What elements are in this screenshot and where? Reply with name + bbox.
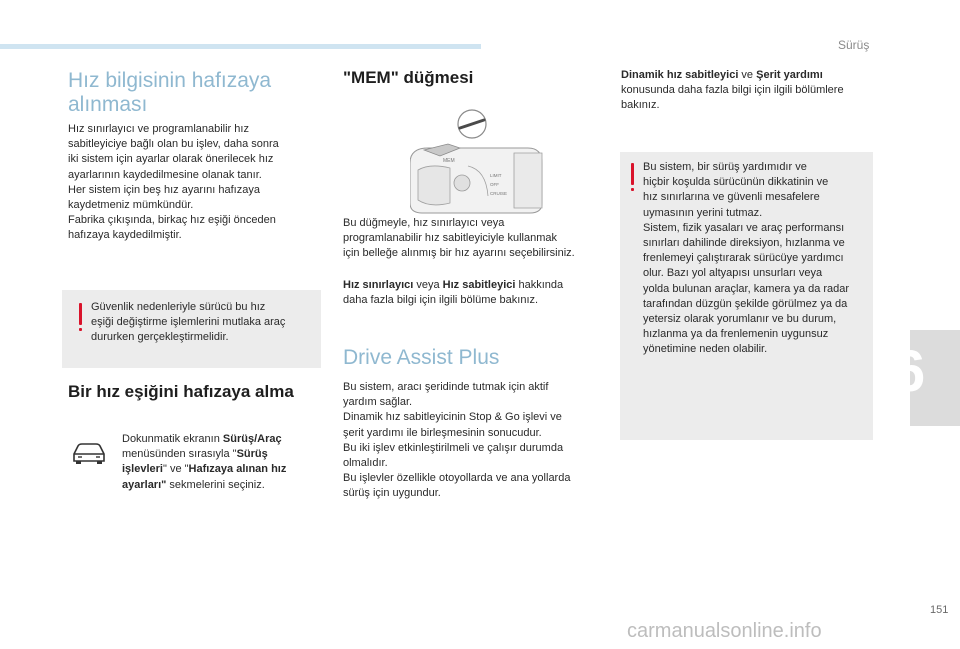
text-line: için belleğe alınmış bir hız ayarını seçebilirsiniz. [343, 247, 575, 260]
tab-name: ayarları" [122, 478, 167, 491]
assist-warning-box [620, 152, 873, 440]
text-line: yetersiz olarak yorumlanır ve bu durum, [643, 313, 837, 326]
text-line: kaydetmeniz mümkündür. [68, 199, 194, 212]
drive-assist-paragraph [343, 380, 570, 502]
text-fragment: veya [413, 279, 443, 291]
chapter-number: 6 [893, 339, 926, 404]
text-line: yardım sağlar. [343, 396, 413, 409]
ref-term: Dinamik hız sabitleyici [621, 69, 739, 81]
text-line: sabitleyiciye bağlı olan bu işlev, daha sonra [68, 138, 279, 151]
text-line: frenlemeyi çalıştırarak sürücüye yardımcı [643, 252, 844, 265]
text-fragment: " ve " [162, 463, 189, 476]
text-line: Bu işlevler özellikle otoyollarda ve ana yollarda [343, 472, 571, 485]
assist-reference [621, 68, 844, 114]
text-line: hızlanma ya da frenlemenin uygunsuz [643, 328, 829, 341]
safety-warning-box [62, 290, 321, 368]
text-line: uymasının yerini tutmaz. [643, 206, 763, 219]
mem-reference [343, 278, 563, 308]
mem-button-title: "MEM" düğmesi [343, 68, 474, 87]
text-line: sınırları dahilinde direksiyon, hızlanma ve [643, 237, 845, 250]
tab-name: Hafızaya alınan hız [188, 463, 287, 476]
text-line: sürüş için uygundur. [343, 487, 441, 500]
ref-term: Şerit yardımı [756, 69, 823, 81]
text-fragment: sekmelerini seçiniz. [166, 478, 265, 491]
tab-name: Sürüş [236, 448, 268, 461]
text-line: hız sınırlarına ve güvenli mesafelere [643, 191, 820, 204]
ref-term: Hız sınırlayıcı [343, 279, 414, 291]
warning-text [91, 300, 285, 346]
tab-name: işlevleri [122, 463, 163, 476]
label-cruise: CRUISE [490, 191, 508, 196]
menu-name: Sürüş/Araç [222, 433, 282, 445]
text-line: dururken gerçekleştirmelidir. [91, 331, 229, 344]
steering-stalk-illustration [410, 108, 550, 220]
text-line: Sistem, fizik yasaları ve araç performansı [643, 221, 845, 234]
text-line: Bu iki işlev etkinleştirilmeli ve çalışır durumda [343, 441, 564, 454]
car-icon [70, 440, 108, 471]
section-title [68, 69, 271, 117]
title-line-1: Hız bilgisinin hafızaya [68, 69, 272, 92]
text-line: hiçbir koşulda sürücünün dikkatinin ve [643, 176, 829, 189]
text-line: olmalıdır. [343, 457, 388, 470]
ref-term: Hız sabitleyici [442, 279, 516, 291]
text-line: tarafından düzgün şekilde görülmez ya da [643, 297, 848, 310]
text-line: Güvenlik nedenleriyle sürücü bu hız [91, 301, 266, 313]
text-line: Fabrika çıkışında, birkaç hız eşiği önceden [68, 214, 276, 227]
title-line-2: alınması [68, 93, 148, 116]
text-line: Her sistem için beş hız ayarını hafızaya [68, 183, 260, 196]
subsection-title: Bir hız eşiğini hafızaya alma [68, 382, 294, 401]
text-line: Hız sınırlayıcı ve programlanabilir hız [68, 123, 249, 135]
label-mem: MEM [443, 158, 455, 164]
text-line: ayarlarının kaydedilmesine olanak tanır. [68, 168, 262, 181]
text-line: yönetimine neden olabilir. [643, 343, 768, 356]
section-label: Sürüş [838, 38, 870, 52]
warning-text [643, 160, 849, 358]
text-line: iki sistem için ayarlar olarak önerilecek hız [68, 153, 274, 166]
text-line: Bu düğmeyle, hız sınırlayıcı veya [343, 217, 505, 229]
text-line: eşiği değiştirme işlemlerini mutlaka araç [91, 316, 286, 329]
text-line: hafızaya kaydedilmiştir. [68, 229, 182, 242]
text-line: Bu sistem, bir sürüş yardımıdır ve [643, 161, 807, 173]
text-line: Dinamik hız sabitleyicinin Stop & Go işlevi ve [343, 411, 562, 424]
instruction-paragraph [122, 432, 286, 493]
text-line: yolda bulunan araçlar, kamera ya da radar [643, 282, 850, 295]
text-fragment: Dokunmatik ekranın [122, 433, 223, 445]
text-line: konusunda daha fazla bilgi için ilgili bölümlere [621, 84, 844, 97]
text-line: daha fazla bilgi için ilgili bölüme bakınız. [343, 294, 539, 307]
intro-paragraph [68, 122, 279, 244]
label-off: OFF [490, 182, 499, 187]
drive-assist-title: Drive Assist Plus [343, 346, 500, 369]
label-limit: LIMIT [490, 173, 502, 178]
watermark[interactable]: carmanualsonline.info [627, 620, 822, 642]
text-line: Bu sistem, aracı şeridinde tutmak için aktif [343, 381, 549, 393]
text-line: şerit yardımı ile birleşmesinin sonucudur. [343, 426, 542, 439]
header-accent-bar [0, 44, 481, 49]
text-fragment: hakkında [515, 279, 564, 291]
page-number: 151 [930, 604, 949, 616]
text-line: olur. Bazı yol altyapısı unsurları veya [643, 267, 823, 280]
text-fragment: ve [738, 69, 757, 81]
text-fragment: menüsünden sırasıyla " [122, 448, 237, 461]
text-line: programlanabilir hız sabitleyiciyle kullanmak [343, 232, 557, 245]
text-line: bakınız. [621, 99, 660, 112]
mem-description [343, 216, 575, 262]
